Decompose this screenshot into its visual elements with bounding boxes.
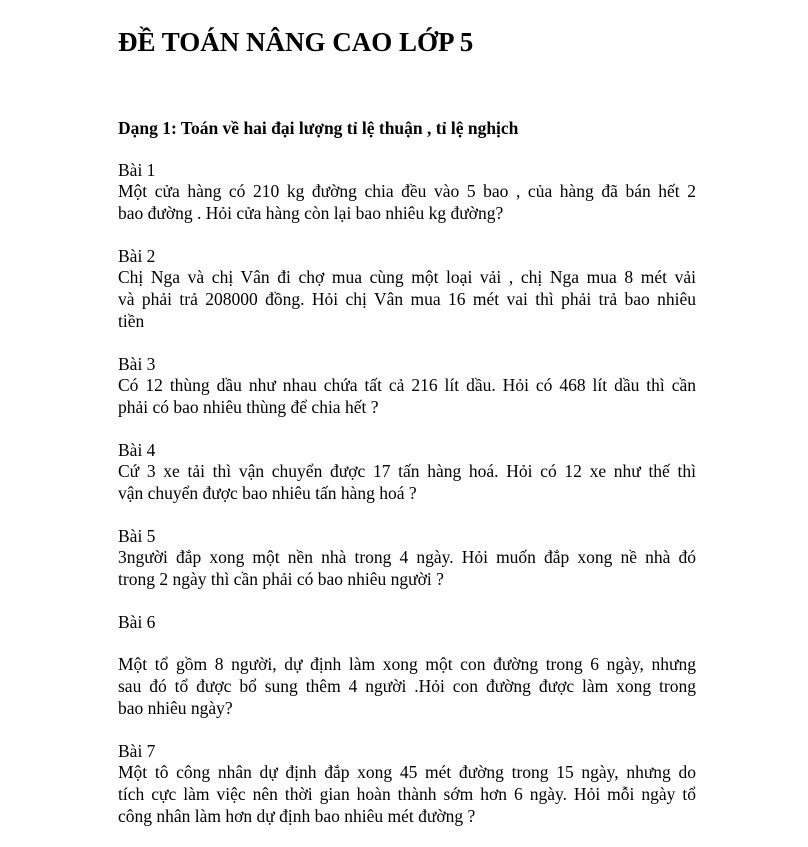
- problem-text-line: sau đó tổ được bổ sung thêm 4 người .Hỏi con đường được làm xong trong: [118, 675, 696, 696]
- problem-text-line: phải có bao nhiêu thùng để chia hết ?: [118, 396, 379, 417]
- problem-3: [118, 353, 696, 419]
- problem-text-line: Có 12 thùng dầu như nhau chứa tất cả 216 lít dầu. Hỏi có 468 lít dầu thì cần: [118, 375, 696, 395]
- problem-text-line: vận chuyển được bao nhiêu tấn hàng hoá ?: [118, 482, 417, 503]
- problem-7: [118, 740, 696, 827]
- document-title: ĐỀ TOÁN NÂNG CAO LỚP 5: [118, 27, 474, 57]
- problem-label: Bài 1: [118, 160, 156, 180]
- problem-label: Bài 2: [118, 246, 156, 266]
- problem-text-line: Một tô công nhân dự định đắp xong 45 mét đường trong 15 ngày, nhưng do: [118, 762, 696, 782]
- problem-label: Bài 5: [118, 526, 156, 546]
- problem-text-line: công nhân làm hơn dự định bao nhiêu mét đường ?: [118, 805, 476, 826]
- problem-text-line: bao đường . Hỏi cửa hàng còn lại bao nhiêu kg đường?: [118, 202, 504, 223]
- problem-5: [118, 525, 696, 591]
- problem-text-line: trong 2 ngày thì cần phải có bao nhiêu người ?: [118, 568, 444, 589]
- blank-line: [118, 633, 696, 654]
- problem-label: Bài 6: [118, 612, 156, 632]
- problem-2: [118, 245, 696, 332]
- problem-text-line: và phải trả 208000 đồng. Hỏi chị Vân mua 16 mét vai thì phải trả bao nhiêu: [118, 288, 696, 309]
- problem-1: [118, 159, 696, 225]
- problem-text-line: bao nhiêu ngày?: [118, 697, 233, 718]
- section-heading: Dạng 1: Toán về hai đại lượng tỉ lệ thuận , tỉ lệ nghịch: [118, 118, 519, 138]
- problem-text-line: Cứ 3 xe tải thì vận chuyển được 17 tấn hàng hoá. Hỏi có 12 xe như thế thì: [118, 461, 696, 481]
- problem-text-line: tích cực làm việc nên thời gian hoàn thành sớm hơn 6 ngày. Hỏi mỗi ngày tổ: [118, 783, 696, 804]
- problem-label: Bài 4: [118, 440, 156, 460]
- problem-text-line: Chị Nga và chị Vân đi chợ mua cùng một loại vải , chị Nga mua 8 mét vải: [118, 267, 696, 287]
- problem-4: [118, 439, 696, 505]
- problem-6: [118, 611, 696, 719]
- problem-text-line: Một cửa hàng có 210 kg đường chia đều vào 5 bao , của hàng đã bán hết 2: [118, 181, 696, 201]
- problem-text-line: 3người đắp xong một nền nhà trong 4 ngày. Hỏi muốn đắp xong nề nhà đó: [118, 547, 696, 567]
- problem-text-line: tiền: [118, 310, 145, 331]
- problem-text-line: Một tổ gồm 8 người, dự định làm xong một con đường trong 6 ngày, nhưng: [118, 654, 696, 674]
- problem-label: Bài 3: [118, 354, 156, 374]
- problem-label: Bài 7: [118, 741, 156, 761]
